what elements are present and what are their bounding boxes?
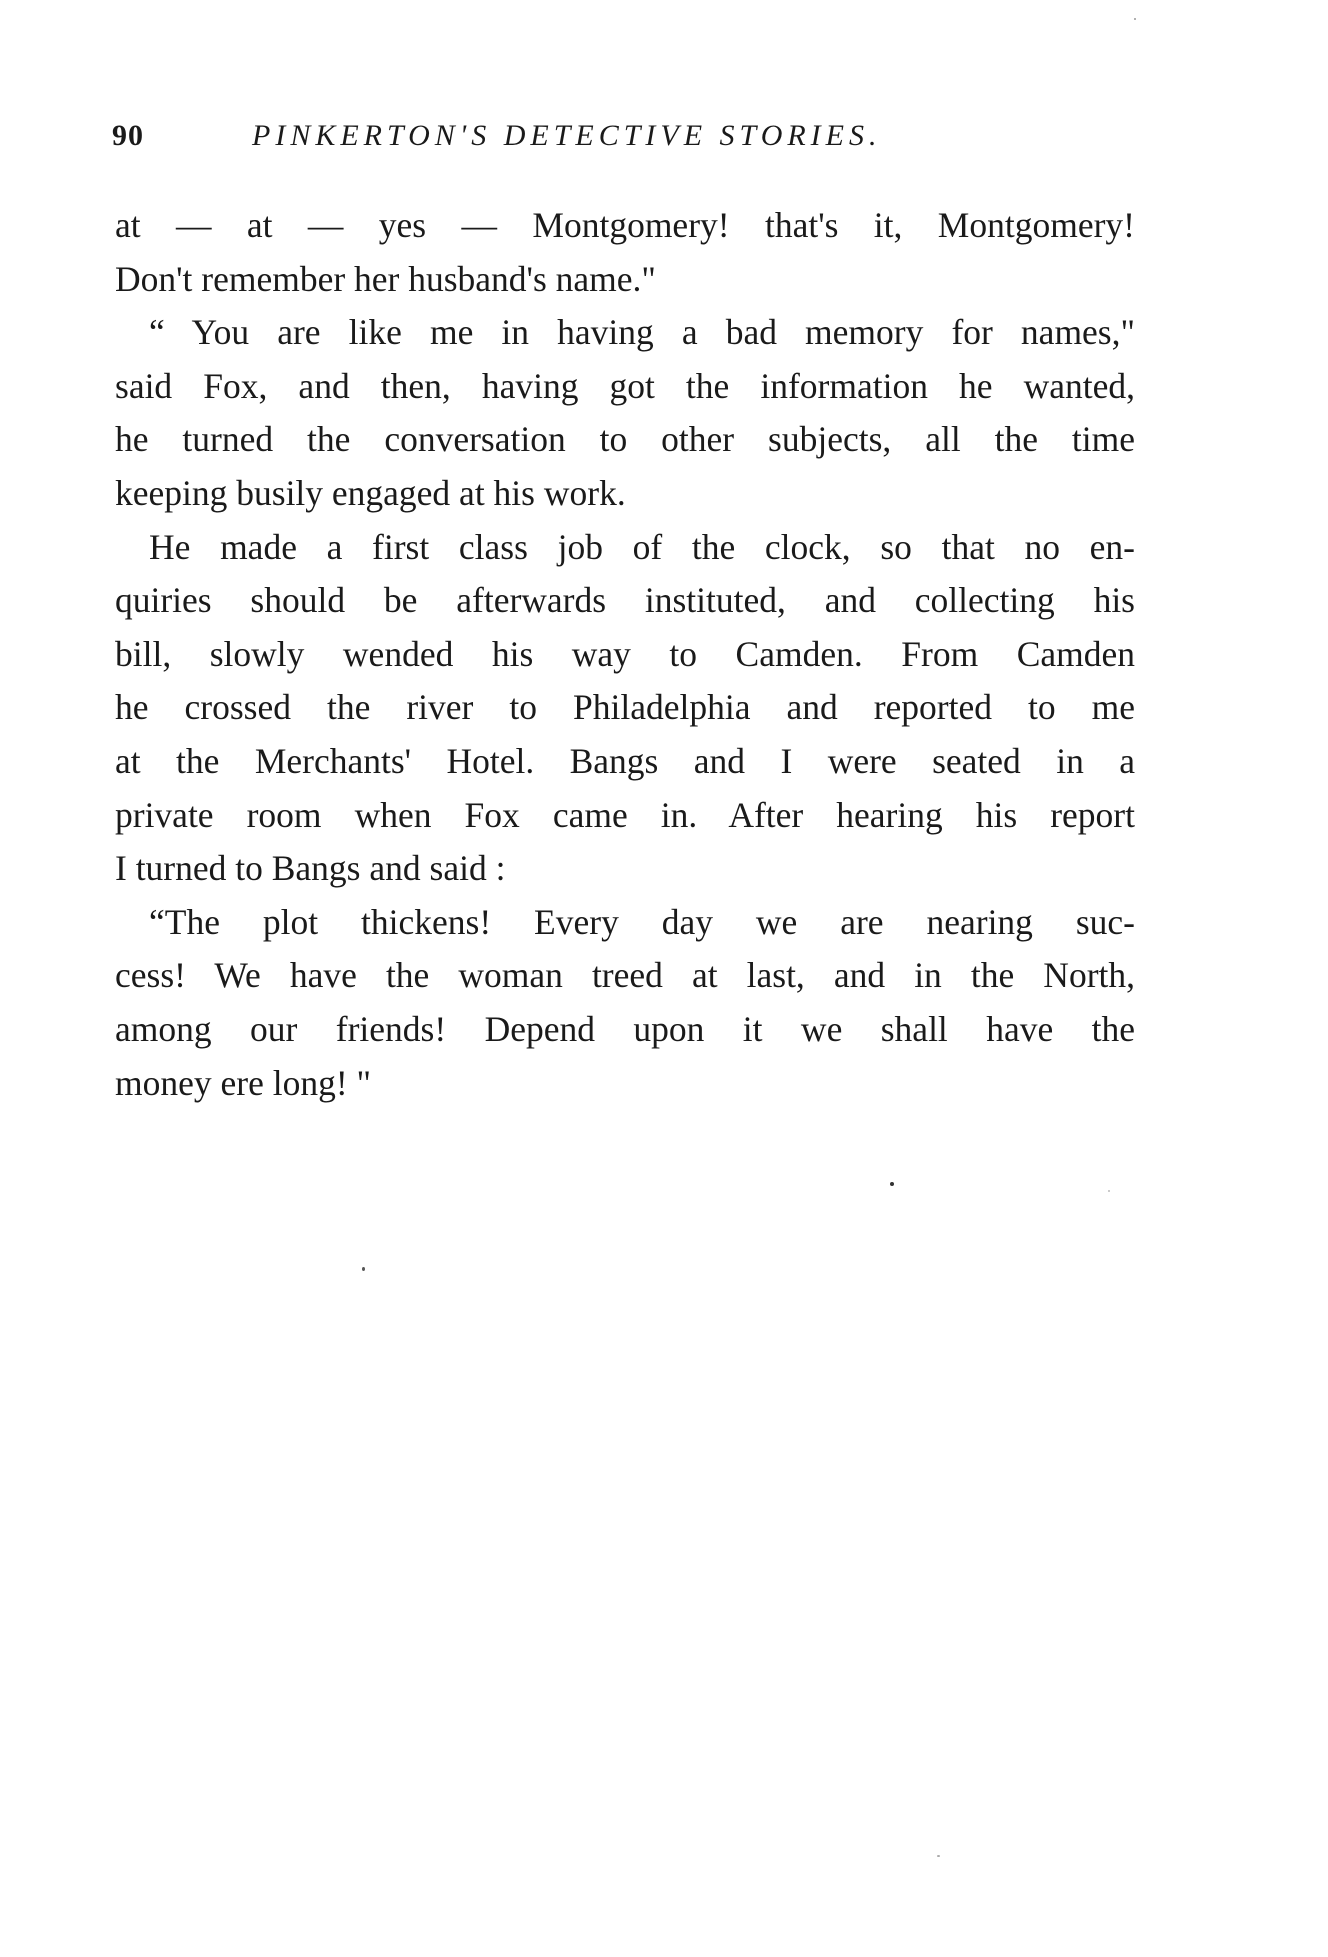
- paragraph: [115, 306, 1135, 520]
- paragraph: [115, 896, 1135, 1110]
- text-line: “The plot thickens! Every day we are nearing suc-: [149, 901, 1135, 942]
- text-line: keeping busily engaged at his work.: [115, 472, 626, 513]
- body-text: [115, 199, 1135, 1110]
- ink-speck: [890, 1182, 894, 1186]
- text-line: among our friends! Depend upon it we shall have the: [115, 1008, 1135, 1049]
- text-line: cess! We have the woman treed at last, and in the North,: [115, 955, 1135, 996]
- text-line: at — at — yes — Montgomery! that's it, Montgomery!: [115, 205, 1135, 245]
- text-line: private room when Fox came in. After hearing his report: [115, 794, 1135, 835]
- ink-speck: [1108, 1190, 1110, 1192]
- page-number: 90: [112, 119, 144, 152]
- text-line: quiries should be afterwards instituted, and collecting his: [115, 580, 1135, 621]
- text-line: money ere long! ": [115, 1062, 372, 1103]
- running-head: [112, 116, 1132, 156]
- text-line: he turned the conversation to other subjects, all the time: [115, 419, 1135, 460]
- paragraph: [115, 521, 1135, 896]
- text-line: I turned to Bangs and said :: [115, 848, 506, 889]
- text-line: at the Merchants' Hotel. Bangs and I were seated in a: [115, 740, 1135, 781]
- paragraph: [115, 199, 1135, 306]
- ink-speck: [1134, 18, 1136, 20]
- ink-speck: [937, 1855, 940, 1857]
- text-line: “ You are like me in having a bad memory for names,": [149, 312, 1135, 353]
- running-head-title: PINKERTON'S DETECTIVE STORIES.: [252, 119, 882, 152]
- text-line: He made a first class job of the clock, so that no en-: [149, 526, 1135, 567]
- ink-speck: [362, 1267, 365, 1271]
- text-line: Don't remember her husband's name.": [115, 258, 656, 299]
- text-line: bill, slowly wended his way to Camden. From Camden: [115, 633, 1135, 674]
- text-line: he crossed the river to Philadelphia and reported to me: [115, 687, 1135, 728]
- text-line: said Fox, and then, having got the information he wanted,: [115, 365, 1135, 406]
